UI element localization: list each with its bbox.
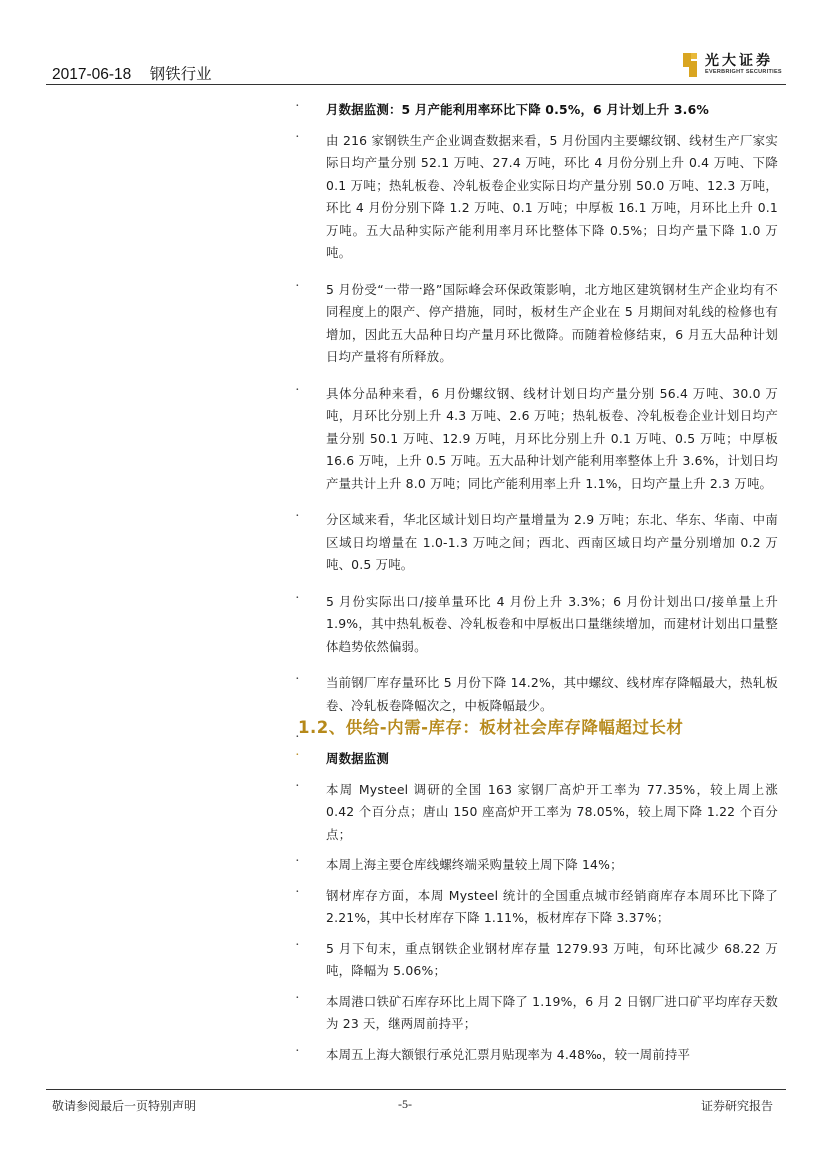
bullet-item: [295, 748, 778, 771]
bullet-icon: ·: [295, 278, 300, 294]
bullet-item: [295, 590, 778, 659]
paragraph: 本周 Mysteel 调研的全国 163 家钢厂高炉开工率为 77.35%，较上周上涨 0.42 个百分点；唐山 150 座高炉开工率为 78.05%，较上周下降 1.22 个百分点；: [326, 781, 778, 842]
bullet-icon: ·: [295, 937, 300, 953]
bullet-item: [295, 884, 778, 930]
bullet-icon: ·: [295, 778, 300, 794]
bullet-item: [295, 278, 778, 369]
bullet-item: [295, 990, 778, 1036]
bullet-item: [295, 382, 778, 496]
footer-divider: [46, 1089, 786, 1090]
paragraph: 具体分品种来看，6 月份螺纹钢、线材计划日均产量分别 56.4 万吨、30.0 万吨，月环比分别上升 4.3 万吨、2.6 万吨；热轧板卷、冷轧板卷企业计划日均产量分别 50.1 万吨、12.9 万吨，月环比分别上升 0.1 万吨、0.5 万吨；中厚板 16.6 万吨，上升 0.5 万吨。五大品种计划产能利用率整体上升 3.6%，计划日均产量共计上升 8.0 万吨；同比产能利用率上升 1.1%，日均产量上升 2.3 万吨。: [326, 385, 778, 491]
bullet-icon: ·: [295, 129, 300, 145]
industry-label: 钢铁行业: [149, 66, 212, 83]
section2-content: [0, 748, 827, 1062]
bullet-item: [295, 129, 778, 265]
bullet-item: [295, 1043, 778, 1067]
bullet-icon: ·: [295, 990, 300, 1006]
bullet-icon: ·: [295, 854, 300, 869]
subheading: 月数据监测：5 月产能利用率环比下降 0.5%，6 月计划上升 3.6%: [326, 102, 710, 117]
paragraph: 5 月份受“一带一路”国际峰会环保政策影响，北方地区建筑钢材生产企业均有不同程度上的限产、停产措施，同时，板材生产企业在 5 月期间对轧线的检修也有增加，因此五大品种日均产量月环比微降。而随着检修结束，6 月五大品种计划日均产量将有所释放。: [326, 281, 778, 364]
page-header: [0, 0, 827, 92]
disclaimer-note: 敬请参阅最后一页特别声明: [52, 1099, 197, 1113]
bullet-icon: ·: [295, 730, 300, 745]
bullet-icon: ·: [295, 748, 300, 763]
paragraph: 5 月下旬末，重点钢铁企业钢材库存量 1279.93 万吨，旬环比减少 68.22 万吨，降幅为 5.06%；: [326, 940, 778, 978]
bullet-item: [295, 937, 778, 983]
bullet-icon: ·: [295, 884, 300, 900]
bullet-icon: ·: [295, 590, 300, 606]
bullet-item: [295, 509, 778, 577]
paragraph: 本周五上海大额银行承兑汇票月贴现率为 4.48‰，较一周前持平: [326, 1046, 691, 1062]
bullet-icon: ·: [295, 382, 300, 398]
page-number: -5-: [398, 1097, 412, 1111]
bullet-icon: ·: [295, 672, 300, 687]
paragraph: 本周港口铁矿石库存环比上周下降了 1.19%，6 月 2 日钢厂进口矿平均库存天数为 23 天，继两周前持平；: [326, 993, 778, 1031]
bullet-item: [295, 854, 778, 877]
bullet-item: [295, 99, 778, 122]
bullet-icon: ·: [295, 99, 300, 114]
paragraph: 分区域来看，华北区域计划日均产量增量为 2.9 万吨；东北、华东、华南、中南区域日均增量在 1.0-1.3 万吨之间；西北、西南区域日均产量分别增加 0.2 万吨、0.5 万吨。: [326, 512, 778, 572]
paragraph: 5 月份实际出口/接单量环比 4 月份上升 3.3%；6 月份计划出口/接单量上升 1.9%，其中热轧板卷、冷轧板卷和中厚板出口量继续增加，而建材计划出口量整体趋势依然偏弱。: [326, 593, 778, 654]
header-divider: [46, 84, 786, 85]
report-type: 证券研究报告: [701, 1099, 774, 1113]
everbright-logo: [681, 52, 791, 80]
bullet-icon: ·: [295, 509, 300, 524]
paragraph: 钢材库存方面，本周 Mysteel 统计的全国重点城市经销商库存本周环比下降了 2.21%，其中长材库存下降 1.11%，板材库存下降 3.37%；: [326, 887, 778, 925]
paragraph: 由 216 家钢铁生产企业调查数据来看，5 月份国内主要螺纹钢、线材生产厂家实际日均产量分别 52.1 万吨、27.4 万吨，环比 4 月份分别上升 0.4 万吨、下降 0.1 万吨；热轧板卷、冷轧板卷企业实际日均产量分别 50.0 万吨、12.3 万吨，环比 4 月份分别下降 1.2 万吨、0.1 万吨；中厚板 16.1 万吨，月环比上升 0.1 万吨。五大品种实际产能利用率月环比整体下降 0.5%；日均产量下降 1.0 万吨。: [326, 132, 778, 260]
subheading: 周数据监测: [326, 751, 389, 766]
logo-mark-icon: [681, 52, 699, 78]
section-title: 1.2、供给-内需-库存：板材社会库存降幅超过长材: [298, 718, 684, 737]
bullet-item: [295, 672, 778, 717]
paragraph: 当前钢厂库存量环比 5 月份下降 14.2%，其中螺纹、线材库存降幅最大，热轧板卷、冷轧板卷降幅次之，中板降幅最少。: [326, 675, 778, 713]
report-date: 2017-06-18: [52, 66, 132, 83]
bullet-item: [295, 778, 778, 847]
paragraph: 本周上海主要仓库线螺终端采购量较上周下降 14%；: [326, 857, 623, 872]
logo-text-en: EVERBRIGHT SECURITIES: [705, 69, 782, 75]
logo-text-cn: 光大证券: [705, 53, 773, 69]
header-info: [52, 62, 226, 84]
bullet-icon: ·: [295, 1043, 300, 1059]
